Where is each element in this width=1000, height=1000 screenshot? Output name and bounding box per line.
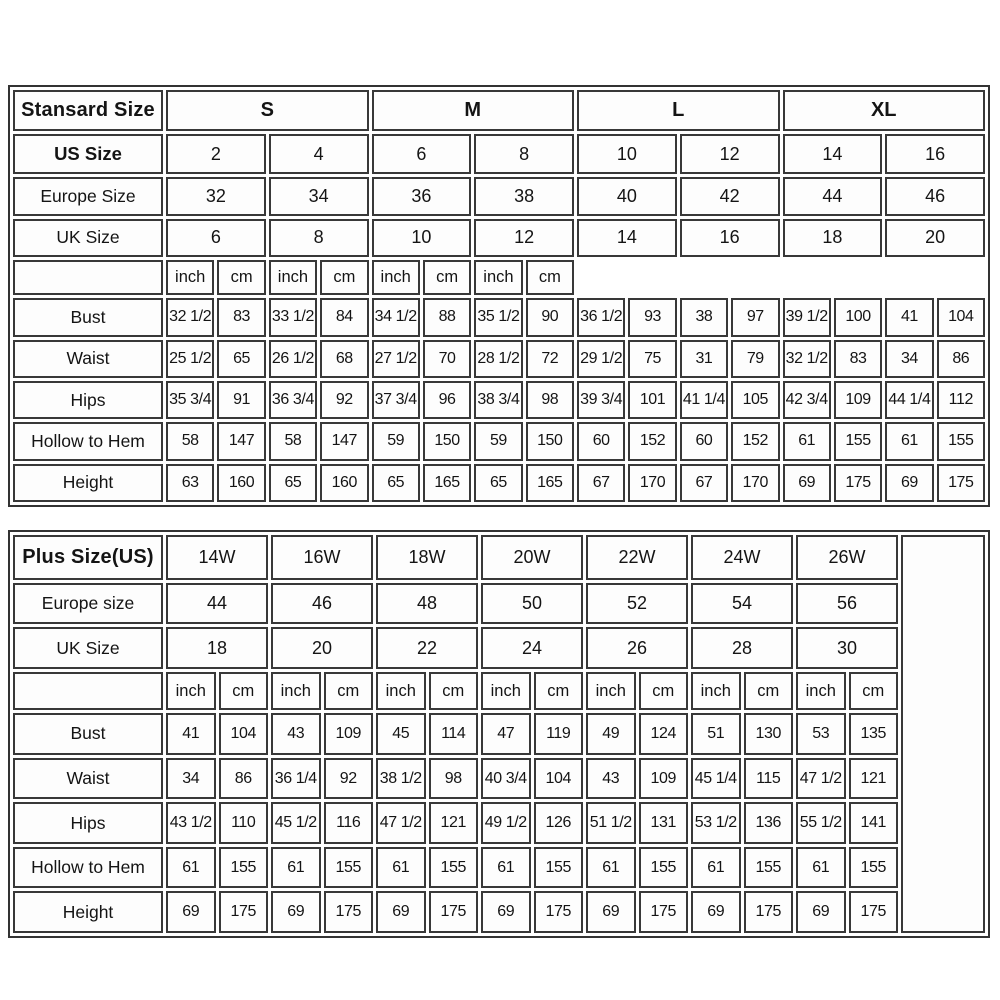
measurement-value-cell: 28 1/2 [474,340,522,378]
measurement-value-cell: 155 [534,847,584,889]
row-label: Bust [13,298,163,336]
measurement-value-cell: 41 [166,713,216,755]
measurement-value-cell: 26 1/2 [269,340,317,378]
cm-unit-cell: cm [423,260,471,295]
inch-unit-cell: inch [481,672,531,710]
measurement-value-cell: 175 [219,891,269,933]
cm-unit-cell: cm [320,260,368,295]
measurement-value-cell: 130 [744,713,794,755]
measurement-value-cell: 105 [731,381,779,419]
measurement-value-cell: 59 [372,422,420,460]
measurement-value-cell: 93 [628,298,676,336]
measurement-value-cell: 121 [429,802,479,844]
inch-unit-cell: inch [372,260,420,295]
measurement-value-cell: 150 [526,422,574,460]
measurement-value-cell: 141 [849,802,899,844]
info-value-cell: 14 [577,219,677,257]
measurement-value-cell: 39 3/4 [577,381,625,419]
measurement-value-cell: 60 [680,422,728,460]
cm-unit-cell: cm [639,672,689,710]
measurement-value-cell: 90 [526,298,574,336]
table-row [13,260,985,295]
info-value-cell: 28 [691,627,793,669]
table-row [13,847,985,889]
measurement-value-cell: 175 [849,891,899,933]
info-value-cell: 40 [577,177,677,215]
measurement-value-cell: 91 [217,381,265,419]
row-label: Waist [13,340,163,378]
measurement-value-cell: 61 [586,847,636,889]
size-header: 22W [586,535,688,580]
measurement-value-cell: 34 [885,340,933,378]
measurement-value-cell: 61 [271,847,321,889]
measurement-value-cell: 175 [429,891,479,933]
measurement-value-cell: 152 [731,422,779,460]
row-label: UK Size [13,219,163,257]
measurement-value-cell: 88 [423,298,471,336]
measurement-value-cell: 49 [586,713,636,755]
measurement-value-cell: 175 [834,464,882,502]
measurement-value-cell: 63 [166,464,214,502]
measurement-value-cell: 61 [481,847,531,889]
info-value-cell: 36 [372,177,472,215]
measurement-value-cell: 97 [731,298,779,336]
measurement-value-cell: 25 1/2 [166,340,214,378]
measurement-value-cell: 155 [937,422,985,460]
measurement-value-cell: 155 [324,847,374,889]
row-label: Height [13,464,163,502]
measurement-value-cell: 29 1/2 [577,340,625,378]
cm-unit-cell: cm [526,260,574,295]
row-label: UK Size [13,627,163,669]
measurement-value-cell: 170 [628,464,676,502]
size-header: 16W [271,535,373,580]
measurement-value-cell: 59 [474,422,522,460]
measurement-value-cell: 126 [534,802,584,844]
size-header: XL [783,90,986,131]
measurement-value-cell: 69 [885,464,933,502]
info-value-cell: 20 [271,627,373,669]
row-label: Bust [13,713,163,755]
measurement-value-cell: 40 3/4 [481,758,531,800]
measurement-value-cell: 119 [534,713,584,755]
measurement-value-cell: 110 [219,802,269,844]
info-value-cell: 14 [783,134,883,174]
info-value-cell: 32 [166,177,266,215]
measurement-value-cell: 53 1/2 [691,802,741,844]
measurement-value-cell: 160 [217,464,265,502]
measurement-value-cell: 175 [744,891,794,933]
table-row [13,713,985,755]
measurement-value-cell: 67 [577,464,625,502]
measurement-value-cell: 175 [937,464,985,502]
measurement-value-cell: 34 [166,758,216,800]
size-header: L [577,90,780,131]
table-row [13,672,985,710]
measurement-value-cell: 61 [691,847,741,889]
measurement-value-cell: 43 1/2 [166,802,216,844]
measurement-value-cell: 112 [937,381,985,419]
unit-row-blank-cell [13,672,163,710]
measurement-value-cell: 33 1/2 [269,298,317,336]
measurement-value-cell: 155 [429,847,479,889]
measurement-value-cell: 155 [744,847,794,889]
measurement-value-cell: 37 3/4 [372,381,420,419]
measurement-value-cell: 69 [166,891,216,933]
measurement-value-cell: 69 [271,891,321,933]
table-row [13,464,985,502]
measurement-value-cell: 41 1/4 [680,381,728,419]
info-value-cell: 24 [481,627,583,669]
info-value-cell: 20 [885,219,985,257]
measurement-value-cell: 47 1/2 [376,802,426,844]
table-row [13,340,985,378]
info-value-cell: 50 [481,583,583,625]
measurement-value-cell: 51 1/2 [586,802,636,844]
info-value-cell: 56 [796,583,898,625]
measurement-value-cell: 109 [324,713,374,755]
measurement-value-cell: 69 [796,891,846,933]
measurement-value-cell: 32 1/2 [166,298,214,336]
measurement-value-cell: 61 [166,847,216,889]
measurement-value-cell: 136 [744,802,794,844]
measurement-value-cell: 104 [534,758,584,800]
measurement-value-cell: 98 [429,758,479,800]
info-value-cell: 4 [269,134,369,174]
row-label: Hips [13,381,163,419]
empty-column-cell [901,535,985,933]
measurement-value-cell: 175 [534,891,584,933]
info-value-cell: 16 [680,219,780,257]
measurement-value-cell: 42 3/4 [783,381,831,419]
size-header: 20W [481,535,583,580]
measurement-value-cell: 36 3/4 [269,381,317,419]
cm-unit-cell: cm [217,260,265,295]
info-value-cell: 38 [474,177,574,215]
info-value-cell: 46 [271,583,373,625]
table-row [13,381,985,419]
info-value-cell: 46 [885,177,985,215]
measurement-value-cell: 69 [481,891,531,933]
measurement-value-cell: 55 1/2 [796,802,846,844]
measurement-value-cell: 67 [680,464,728,502]
info-value-cell: 30 [796,627,898,669]
row-label: Waist [13,758,163,800]
measurement-value-cell: 47 [481,713,531,755]
measurement-value-cell: 104 [219,713,269,755]
measurement-value-cell: 27 1/2 [372,340,420,378]
measurement-value-cell: 49 1/2 [481,802,531,844]
row-label: Height [13,891,163,933]
measurement-value-cell: 34 1/2 [372,298,420,336]
measurement-value-cell: 165 [423,464,471,502]
measurement-value-cell: 131 [639,802,689,844]
cm-unit-cell: cm [429,672,479,710]
measurement-value-cell: 83 [217,298,265,336]
measurement-value-cell: 152 [628,422,676,460]
measurement-value-cell: 114 [429,713,479,755]
info-value-cell: 6 [166,219,266,257]
info-value-cell: 12 [680,134,780,174]
inch-unit-cell: inch [474,260,522,295]
measurement-value-cell: 70 [423,340,471,378]
cm-unit-cell: cm [324,672,374,710]
corner-label: Plus Size(US) [13,535,163,580]
table-row [13,134,985,174]
measurement-value-cell: 147 [320,422,368,460]
measurement-value-cell: 165 [526,464,574,502]
measurement-value-cell: 65 [269,464,317,502]
measurement-value-cell: 86 [937,340,985,378]
info-value-cell: 44 [166,583,268,625]
table-row [13,422,985,460]
measurement-value-cell: 72 [526,340,574,378]
measurement-value-cell: 109 [834,381,882,419]
measurement-value-cell: 101 [628,381,676,419]
measurement-value-cell: 92 [324,758,374,800]
cm-unit-cell: cm [534,672,584,710]
measurement-value-cell: 38 1/2 [376,758,426,800]
table-row [13,535,985,580]
measurement-value-cell: 69 [586,891,636,933]
measurement-value-cell: 45 1/4 [691,758,741,800]
size-header: 24W [691,535,793,580]
measurement-value-cell: 98 [526,381,574,419]
measurement-value-cell: 69 [783,464,831,502]
measurement-value-cell: 43 [271,713,321,755]
info-value-cell: 12 [474,219,574,257]
measurement-value-cell: 43 [586,758,636,800]
measurement-value-cell: 36 1/4 [271,758,321,800]
measurement-value-cell: 58 [269,422,317,460]
measurement-value-cell: 135 [849,713,899,755]
measurement-value-cell: 45 1/2 [271,802,321,844]
measurement-value-cell: 53 [796,713,846,755]
inch-unit-cell: inch [796,672,846,710]
measurement-value-cell: 58 [166,422,214,460]
measurement-value-cell: 69 [691,891,741,933]
info-value-cell: 10 [372,219,472,257]
measurement-value-cell: 35 3/4 [166,381,214,419]
info-value-cell: 54 [691,583,793,625]
unit-row-blank-cell [13,260,163,295]
measurement-value-cell: 44 1/4 [885,381,933,419]
measurement-value-cell: 170 [731,464,779,502]
measurement-value-cell: 36 1/2 [577,298,625,336]
measurement-value-cell: 104 [937,298,985,336]
measurement-value-cell: 155 [849,847,899,889]
table-row [13,583,985,625]
info-value-cell: 48 [376,583,478,625]
info-value-cell: 10 [577,134,677,174]
measurement-value-cell: 109 [639,758,689,800]
measurement-value-cell: 61 [783,422,831,460]
measurement-value-cell: 65 [372,464,420,502]
measurement-value-cell: 47 1/2 [796,758,846,800]
table-row [13,758,985,800]
standard-size-table [8,85,990,507]
measurement-value-cell: 31 [680,340,728,378]
measurement-value-cell: 38 [680,298,728,336]
row-label: Europe size [13,583,163,625]
size-header: 14W [166,535,268,580]
measurement-value-cell: 116 [324,802,374,844]
measurement-value-cell: 124 [639,713,689,755]
measurement-value-cell: 45 [376,713,426,755]
cm-unit-cell: cm [744,672,794,710]
measurement-value-cell: 41 [885,298,933,336]
measurement-value-cell: 155 [834,422,882,460]
measurement-value-cell: 92 [320,381,368,419]
table-row [13,891,985,933]
measurement-value-cell: 155 [639,847,689,889]
measurement-value-cell: 68 [320,340,368,378]
inch-unit-cell: inch [376,672,426,710]
measurement-value-cell: 51 [691,713,741,755]
info-value-cell: 18 [783,219,883,257]
measurement-value-cell: 32 1/2 [783,340,831,378]
size-header: M [372,90,575,131]
inch-unit-cell: inch [166,260,214,295]
table-row [13,219,985,257]
info-value-cell: 52 [586,583,688,625]
table-row [13,627,985,669]
info-value-cell: 34 [269,177,369,215]
measurement-value-cell: 61 [376,847,426,889]
measurement-value-cell: 39 1/2 [783,298,831,336]
info-value-cell: 44 [783,177,883,215]
corner-label: Stansard Size [13,90,163,131]
row-label: Hollow to Hem [13,847,163,889]
inch-unit-cell: inch [586,672,636,710]
info-value-cell: 8 [269,219,369,257]
cm-unit-cell: cm [849,672,899,710]
measurement-value-cell: 69 [376,891,426,933]
table-row [13,298,985,336]
info-value-cell: 16 [885,134,985,174]
measurement-value-cell: 79 [731,340,779,378]
measurement-value-cell: 100 [834,298,882,336]
table-row [13,802,985,844]
inch-unit-cell: inch [166,672,216,710]
size-header: 26W [796,535,898,580]
row-label: Hips [13,802,163,844]
measurement-value-cell: 61 [796,847,846,889]
measurement-value-cell: 175 [639,891,689,933]
inch-unit-cell: inch [269,260,317,295]
measurement-value-cell: 38 3/4 [474,381,522,419]
measurement-value-cell: 121 [849,758,899,800]
measurement-value-cell: 160 [320,464,368,502]
inch-unit-cell: inch [271,672,321,710]
measurement-value-cell: 150 [423,422,471,460]
inch-unit-cell: inch [691,672,741,710]
info-value-cell: 8 [474,134,574,174]
measurement-value-cell: 155 [219,847,269,889]
measurement-value-cell: 35 1/2 [474,298,522,336]
info-value-cell: 6 [372,134,472,174]
measurement-value-cell: 60 [577,422,625,460]
measurement-value-cell: 65 [474,464,522,502]
info-value-cell: 2 [166,134,266,174]
info-value-cell: 26 [586,627,688,669]
info-value-cell: 22 [376,627,478,669]
info-value-cell: 42 [680,177,780,215]
measurement-value-cell: 115 [744,758,794,800]
size-header: S [166,90,369,131]
measurement-value-cell: 86 [219,758,269,800]
table-row [13,90,985,131]
row-label: Hollow to Hem [13,422,163,460]
cm-unit-cell: cm [219,672,269,710]
measurement-value-cell: 83 [834,340,882,378]
size-header: 18W [376,535,478,580]
measurement-value-cell: 75 [628,340,676,378]
table-row [13,177,985,215]
measurement-value-cell: 84 [320,298,368,336]
row-label: Europe Size [13,177,163,215]
row-label: US Size [13,134,163,174]
info-value-cell: 18 [166,627,268,669]
measurement-value-cell: 61 [885,422,933,460]
measurement-value-cell: 175 [324,891,374,933]
measurement-value-cell: 147 [217,422,265,460]
plus-size-table [8,530,990,938]
measurement-value-cell: 96 [423,381,471,419]
measurement-value-cell: 65 [217,340,265,378]
